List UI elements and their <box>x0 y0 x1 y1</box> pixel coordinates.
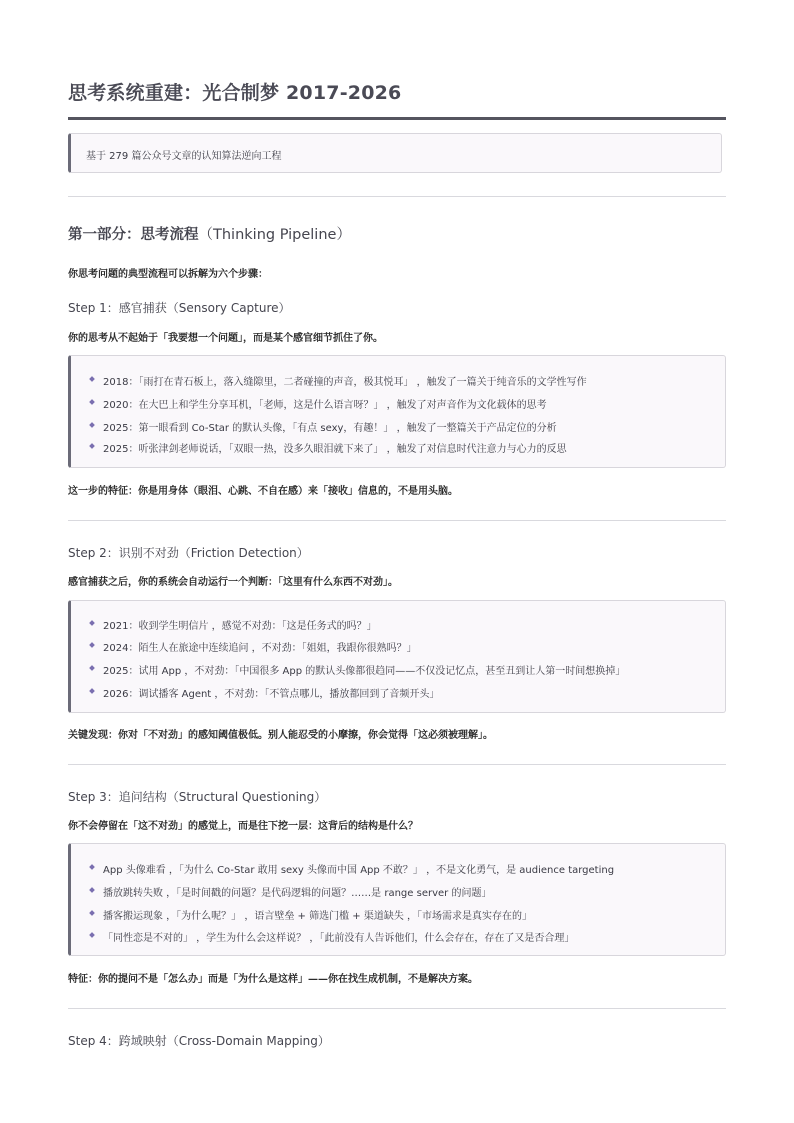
step2-title: Step 2：识别不对劲（Friction Detection） <box>68 546 309 560</box>
part1-intro: 你思考问题的典型流程可以拆解为六个步骤： <box>68 269 268 280</box>
bullet-icon <box>89 688 95 694</box>
step3-note: 特征：你的提问不是「怎么办」而是「为什么是这样」——你在找生成机制，不是解决方案。 <box>68 974 478 985</box>
document-title: 思考系统重建：光合制梦 2017-2026 <box>68 82 402 104</box>
bullet-icon <box>89 443 95 449</box>
step4-title: Step 4：跨域映射（Cross-Domain Mapping） <box>68 1034 330 1048</box>
step3-title: Step 3：追问结构（Structural Questioning） <box>68 790 327 804</box>
bullet-icon <box>89 864 95 870</box>
bullet-icon <box>89 665 95 671</box>
step3-examples: App 头像难看 ，「为什么 Co-Star 敢用 sexy 头像而中国 App 不敢？」 ，不是文化勇气，是 audience targeting 播放跳转失败 ，「是时间戳的问题？是代码逻辑的问题？……是 range server 的问题」 播客搬运现象 ，「为什么呢？」 ，语言壁垒 + 筛选门槛 + 渠道缺失 ，「市场需求是真实存在的」 「同性恋是不对的」 ，学生为什么会这样说？ ，「此前没有人告诉他们，什么会存在，存在了又是否合理」 <box>68 843 726 956</box>
step1-lead: 你的思考从不起始于「我要想一个问题」，而是某个感官细节抓住了你。 <box>68 333 383 344</box>
step2-note: 关键发现：你对「不对劲」的感知阈值极低。别人能忍受的小摩擦，你会觉得「这必须被理解」。 <box>68 730 493 741</box>
divider <box>68 764 726 765</box>
bullet-icon <box>89 910 95 916</box>
bullet-icon <box>89 376 95 382</box>
part1-heading <box>68 223 351 244</box>
bullet-icon <box>89 422 95 428</box>
part1-heading-cn: 第一部分：思考流程 <box>68 227 199 243</box>
step1-note: 这一步的特征：你是用身体（眼泪、心跳、不自在感）来「接收」信息的，不是用头脑。 <box>68 486 458 497</box>
title-underline <box>68 117 726 120</box>
step3-lead: 你不会停留在「这不对劲」的感觉上，而是往下挖一层：这背后的结构是什么？ <box>68 821 418 832</box>
bullet-icon <box>89 620 95 626</box>
part1-heading-en: （Thinking Pipeline） <box>198 227 351 243</box>
divider <box>68 520 726 521</box>
bullet-icon <box>89 887 95 893</box>
step2-lead: 感官捕获之后，你的系统会自动运行一个判断：「这里有什么东西不对劲」。 <box>68 577 398 588</box>
bullet-icon <box>89 642 95 648</box>
bullet-icon <box>89 399 95 405</box>
step1-title: Step 1：感官捕获（Sensory Capture） <box>68 301 291 315</box>
subtitle-text: 基于 279 篇公众号文章的认知算法逆向工程 <box>86 151 282 162</box>
divider <box>68 196 726 197</box>
divider <box>68 1008 726 1009</box>
bullet-icon <box>89 932 95 938</box>
step1-examples: 2018：「雨打在青石板上，落入缝隙里，二者碰撞的声音，极其悦耳」 ，触发了一篇关于纯音乐的文学性写作 2020：在大巴上和学生分享耳机，「老师，这是什么语言呀？」 ，触发了对声音作为文化载体的思考 2025：第一眼看到 Co-Star 的默认头像，「有点 sexy，有趣！」 ，触发了一整篇关于产品定位的分析 2025：听张津剑老师说话，「双眼一热，没多久眼泪就下来了」 ，触发了对信息时代注意力与心力的反思 <box>68 355 726 468</box>
subtitle-callout <box>68 133 722 173</box>
step2-examples: 2021：收到学生明信片 ，感觉不对劲：「这是任务式的吗？」 2024：陌生人在旅途中连续追问 ，不对劲：「姐姐，我跟你很熟吗？」 2025：试用 App ，不对劲：「中国很多 App 的默认头像都很趋同——不仅没记忆点，甚至丑到让人第一时间想换掉」 2026：调试播客 Agent ，不对劲：「不管点哪儿，播放都回到了音频开头」 <box>68 600 726 713</box>
